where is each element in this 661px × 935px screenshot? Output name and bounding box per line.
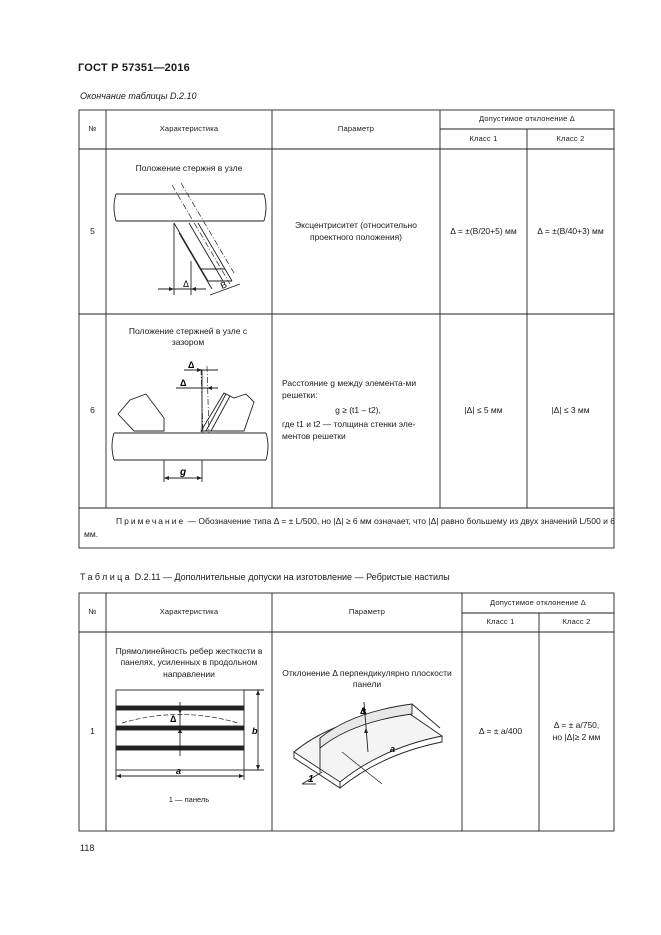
col-header-characteristic: Характеристика — [159, 124, 219, 134]
caption-text: D.2.11 — Дополнительные допуски на изготовление — Ребристые настилы — [132, 572, 450, 582]
col-header-class1: Класс 1 — [469, 133, 498, 143]
row6-param-line1: Расстояние g между элемента-ми решетки: — [282, 378, 417, 401]
col-header-parameter: Параметр — [337, 124, 375, 134]
t2-row1-class2-line2: но |Δ|≥ 2 мм — [552, 731, 601, 742]
t2-col-header-class2: Класс 2 — [562, 617, 591, 627]
document-header: ГОСТ Р 57351—2016 — [78, 62, 190, 74]
table-d211-caption — [80, 572, 450, 582]
t2-row1-class1: Δ = ± a/400 — [478, 725, 523, 736]
t2-col-header-class1: Класс 1 — [486, 617, 515, 627]
row6-param-line2: где t1 и t2 — толщина стенки эле-ментов решетки — [282, 418, 416, 442]
row5-num: 5 — [90, 225, 95, 236]
table-note — [84, 515, 616, 541]
col-header-class2: Класс 2 — [556, 133, 585, 143]
row6-delta1-label: Δ — [188, 360, 195, 370]
t2-a-label: a — [176, 766, 182, 776]
col-header-deviation: Допустимое отклонение Δ — [479, 114, 575, 124]
row6-class2: |Δ| ≤ 3 мм — [551, 405, 590, 416]
page-number: 118 — [80, 843, 95, 853]
note-text: — Обозначение типа Δ = ± L/500, но |Δ| ≥ 6 мм означает, что |Δ| равно большему из двух значений L/500 и 6 мм. — [84, 516, 615, 540]
row6-num: 6 — [90, 405, 95, 416]
row5-parameter: Эксцентриситет (относительно проектного положения) — [295, 220, 417, 242]
t2-col-header-deviation: Допустимое отклонение Δ — [490, 597, 586, 607]
row6-characteristic: Положение стержней в узле с зазором — [128, 326, 248, 348]
gap-node-figure — [106, 314, 272, 508]
t2-row1-characteristic: Прямолинейность ребер жесткости в панелях, усиленных в продольном направлении — [115, 646, 263, 679]
row6-g-label: g — [180, 467, 187, 478]
col-header-num: № — [88, 124, 97, 134]
row6-parameter — [282, 377, 434, 443]
row6-param-formula: g ≥ (t1 – t2), — [335, 404, 381, 415]
t2-row1-parameter: Отклонение Δ перпендикулярно плоскости панели — [282, 668, 452, 690]
t2-row1-class2 — [539, 632, 614, 831]
t2-row1-class2-line1: Δ = ± a/750, — [553, 720, 600, 731]
t2-one-label: 1 — [308, 774, 314, 785]
t2-a2-label: a — [390, 744, 396, 754]
row6-delta2-label: Δ — [180, 378, 187, 388]
rod-eccentricity-figure — [106, 149, 272, 314]
table-continuation-caption: Окончание таблицы D.2.10 — [80, 91, 197, 101]
row5-delta-label: Δ — [182, 279, 190, 289]
t2-col-header-characteristic: Характеристика — [159, 607, 219, 617]
row5-class1: Δ = ±(B/20+5) мм — [450, 225, 517, 236]
t2-col-header-num: № — [88, 607, 97, 617]
row5-characteristic: Положение стержня в узле — [135, 163, 243, 173]
t2-legend: 1 — панель — [168, 795, 210, 804]
ribbed-panel-plan-figure — [106, 632, 272, 797]
row6-class1: |Δ| ≤ 5 мм — [464, 405, 503, 416]
note-lead: Примечание — [116, 516, 186, 526]
curved-panel-figure — [272, 632, 462, 831]
row5-class2: Δ = ±(B/40+3) мм — [537, 225, 604, 236]
t2-col-header-parameter: Параметр — [348, 607, 386, 617]
caption-lead: Таблица — [80, 572, 133, 582]
t2-delta-label: Δ — [170, 714, 177, 724]
t2-delta2-label: Δ — [360, 706, 367, 716]
t2-row1-num: 1 — [90, 725, 95, 736]
row5-b-label: B — [219, 279, 229, 291]
t2-b-label: b — [252, 726, 258, 736]
